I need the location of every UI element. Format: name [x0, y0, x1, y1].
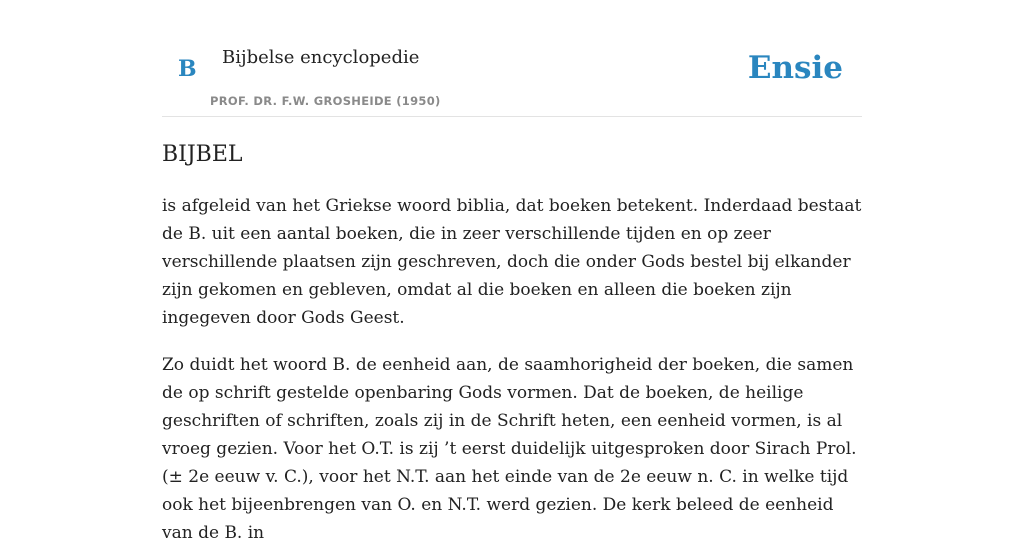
article-headword: BIJBEL — [162, 142, 243, 167]
author-byline: PROF. DR. F.W. GROSHEIDE (1950) — [210, 94, 441, 108]
book-title[interactable]: Bijbelse encyclopedie — [222, 47, 420, 68]
article-paragraph: Zo duidt het woord B. de eenheid aan, de saamhorigheid der boeken, die samen de op schrift gestelde openbaring Gods vormen. Dat de boeken, de heilige geschriften of schriften, zoals zij in de Schrift heten, een eenheid vormen, is al vroeg gezien. Voor het O.T. is zij ’t eerst duidelijk uitgesproken door Sirach Prol. (± 2e eeuw v. C.), voor het N.T. aan het einde van de 2e eeuw n. C. in welke tijd ook het bijeenbrengen van O. en N.T. werd gezien. De kerk beleed de eenheid van de B. in — [162, 355, 857, 543]
article — [162, 140, 862, 547]
article-paragraph: is afgeleid van het Griekse woord biblia, dat boeken betekent. Inderdaad bestaat de B. uit een aantal boeken, die in zeer verschillende tijden en op zeer verschillende plaatsen zijn geschreven, doch die onder Gods bestel bij elkander zijn gekomen en gebleven, omdat al die boeken en alleen die boeken zijn ingegeven door Gods Geest. — [162, 196, 862, 328]
index-letter[interactable]: B — [178, 56, 197, 82]
ensie-logo-link[interactable]: Ensie — [747, 50, 843, 86]
header — [162, 0, 862, 117]
